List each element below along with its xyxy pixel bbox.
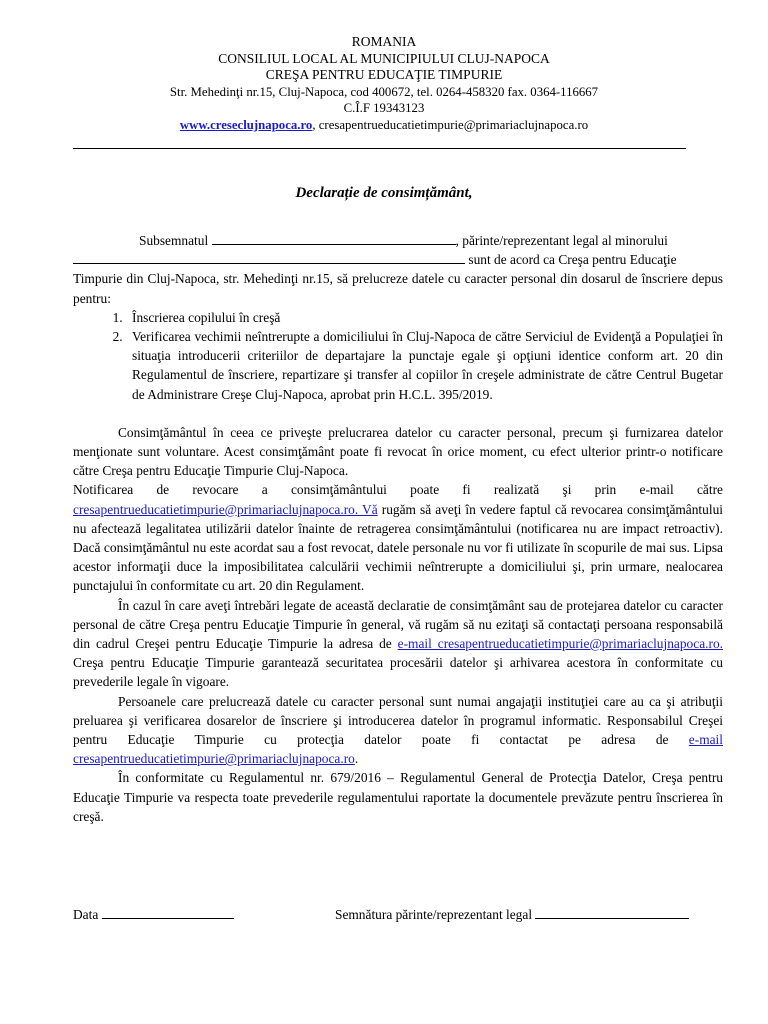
revocation-text: Notificarea de revocare a consimţământului poate fi realizată şi prin e-mail către	[73, 482, 723, 498]
list-item: 1. Înscrierea copilului în creşă	[126, 308, 723, 327]
revocation-email-link[interactable]: cresapentrueducatietimpurie@primariaclujnapoca.ro. Vă	[73, 501, 378, 517]
document-title: Declarație de consimțământ,	[295, 185, 473, 201]
country-line: ROMANIA	[351, 34, 417, 49]
processors-text: Persoanele care prelucrează datele cu caracter personal sunt numai angajaţii instituţiei care au ca şi atribuţii preluarea şi verificarea dosarelor de înscriere şi introducerea datelor în programul informatic. Responsabilul Creşei pentru Educaţie Timpurie cu protecţia datelor poate fi contactat pe adresa de	[73, 693, 723, 748]
date-blank[interactable]	[102, 906, 234, 919]
questions-text: În cazul în care aveţi întrebări legate de această declaratie de consimţământ sau de protejarea datelor cu caracter personal de către Creşa pentru Educaţie Timpurie în general, vă rugăm să nu ezitaţi să contactaţi persoana responsabilă din cadrul Creşei pentru Educaţie Timpurie la adresa de	[73, 597, 723, 652]
date-label: Data	[73, 907, 99, 922]
questions-text-cont: Creşa pentru Educaţie Timpurie garantează securitatea procesării datelor şi arhivarea acestora în conformitate cu prevederile legale în vigoare.	[73, 655, 723, 690]
intro-line-1	[73, 231, 723, 250]
header-email: cresapentrueducatietimpurie@primariaclujnapoca.ro	[318, 117, 589, 132]
signature-blank[interactable]	[535, 906, 689, 919]
name-blank[interactable]	[212, 232, 456, 245]
processors-paragraph	[73, 692, 723, 769]
document-body	[73, 231, 723, 826]
contact-line	[0, 117, 768, 134]
processors-period: .	[354, 751, 359, 767]
agree-text: sunt de acord ca Creşa pentru Educaţie	[468, 252, 677, 268]
website-link[interactable]: www.creseclujnapoca.ro	[179, 117, 313, 132]
dpo-email-link[interactable]: e-mail cresapentrueducatietimpurie@primariaclujnapoca.ro	[73, 732, 723, 767]
signature-label: Semnătura părinte/reprezentant legal	[335, 907, 533, 922]
questions-email-link[interactable]: e-mail cresapentrueducatietimpurie@primariaclujnapoca.ro.	[397, 636, 723, 652]
address-line: Str. Mehedinţi nr.15, Cluj-Napoca, cod 400672, tel. 0264-458320 fax. 0364-116667	[169, 84, 599, 99]
header-divider	[73, 148, 686, 149]
parent-text: , părinte/reprezentant legal al minorului	[455, 233, 668, 248]
revocation-text-cont: rugăm să aveţi în vedere faptul că revocarea consimţământului nu afectează legalitatea utilizării datelor înainte de retragerea consimţământului (notificarea nu are impact retroactiv). Dacă consimţământul nu este acordat sau a fost revocat, datele personale nu vor fi utilizate în scopurile de mai sus. Lipsa acestor informaţii duce la imposibilitatea calculării vechimii neîntrerupte a domiciliului şi, prin urmare, nealocarea punctajului în conformitate cu art. 20 din Regulament.	[73, 501, 723, 594]
revocation-paragraph	[73, 480, 723, 595]
cif-line: C.Î.F 19343123	[343, 101, 425, 116]
minor-name-blank[interactable]	[73, 251, 465, 264]
signature-row	[73, 906, 723, 923]
intro-continuation: Timpurie din Cluj-Napoca, str. Mehedinţi nr.15, să prelucreze datele cu caracter personal din dosarul de înscriere depus pentru:	[73, 271, 723, 306]
signature-field	[335, 906, 689, 923]
consent-paragraph: Consimţământul în ceea ce priveşte prelucrarea datelor cu caracter personal, precum şi furnizarea datelor menţionate sunt voluntare. Acest consimţământ poate fi revocat în orice moment, cu efect ulterior printr-o notificare către Creşa pentru Educaţie Timpurie Cluj-Napoca.	[73, 424, 723, 479]
questions-paragraph	[73, 596, 723, 692]
list-item: 2. Verificarea vechimii neîntrerupte a domiciliului în Cluj-Napoca de către Serviciul de Evidenţă a Populaţiei în situaţia introducerii criteriilor de departajare la punctaje egale şi opţiuni identice conform art. 20 din Regulamentul de înscriere, repartizare şi transfer al copiilor în creşele administrate de către Centrul Bugetar de Administrare Creşe Cluj-Napoca, aprobat prin H.C.L. 395/2019.	[126, 327, 723, 404]
letterhead	[0, 34, 768, 134]
council-line: CONSILIUL LOCAL AL MUNICIPIULUI CLUJ-NAPOCA	[218, 50, 550, 66]
subsemnatul-label: Subsemnatul	[139, 233, 209, 248]
institution-line: CREŞA PENTRU EDUCAŢIE TIMPURIE	[265, 67, 503, 83]
contact-separator: ,	[312, 117, 316, 132]
gdpr-paragraph: În conformitate cu Regulamentul nr. 679/2016 – Regulamentul General de Protecţia Datelor, Creşa pentru Educaţie Timpurie va respecta toate prevederile regulamentului raportate la documentele prevăzute pentru înscrierea în creşă.	[73, 770, 723, 824]
purpose-list	[73, 308, 723, 404]
intro-line-2	[73, 250, 723, 269]
